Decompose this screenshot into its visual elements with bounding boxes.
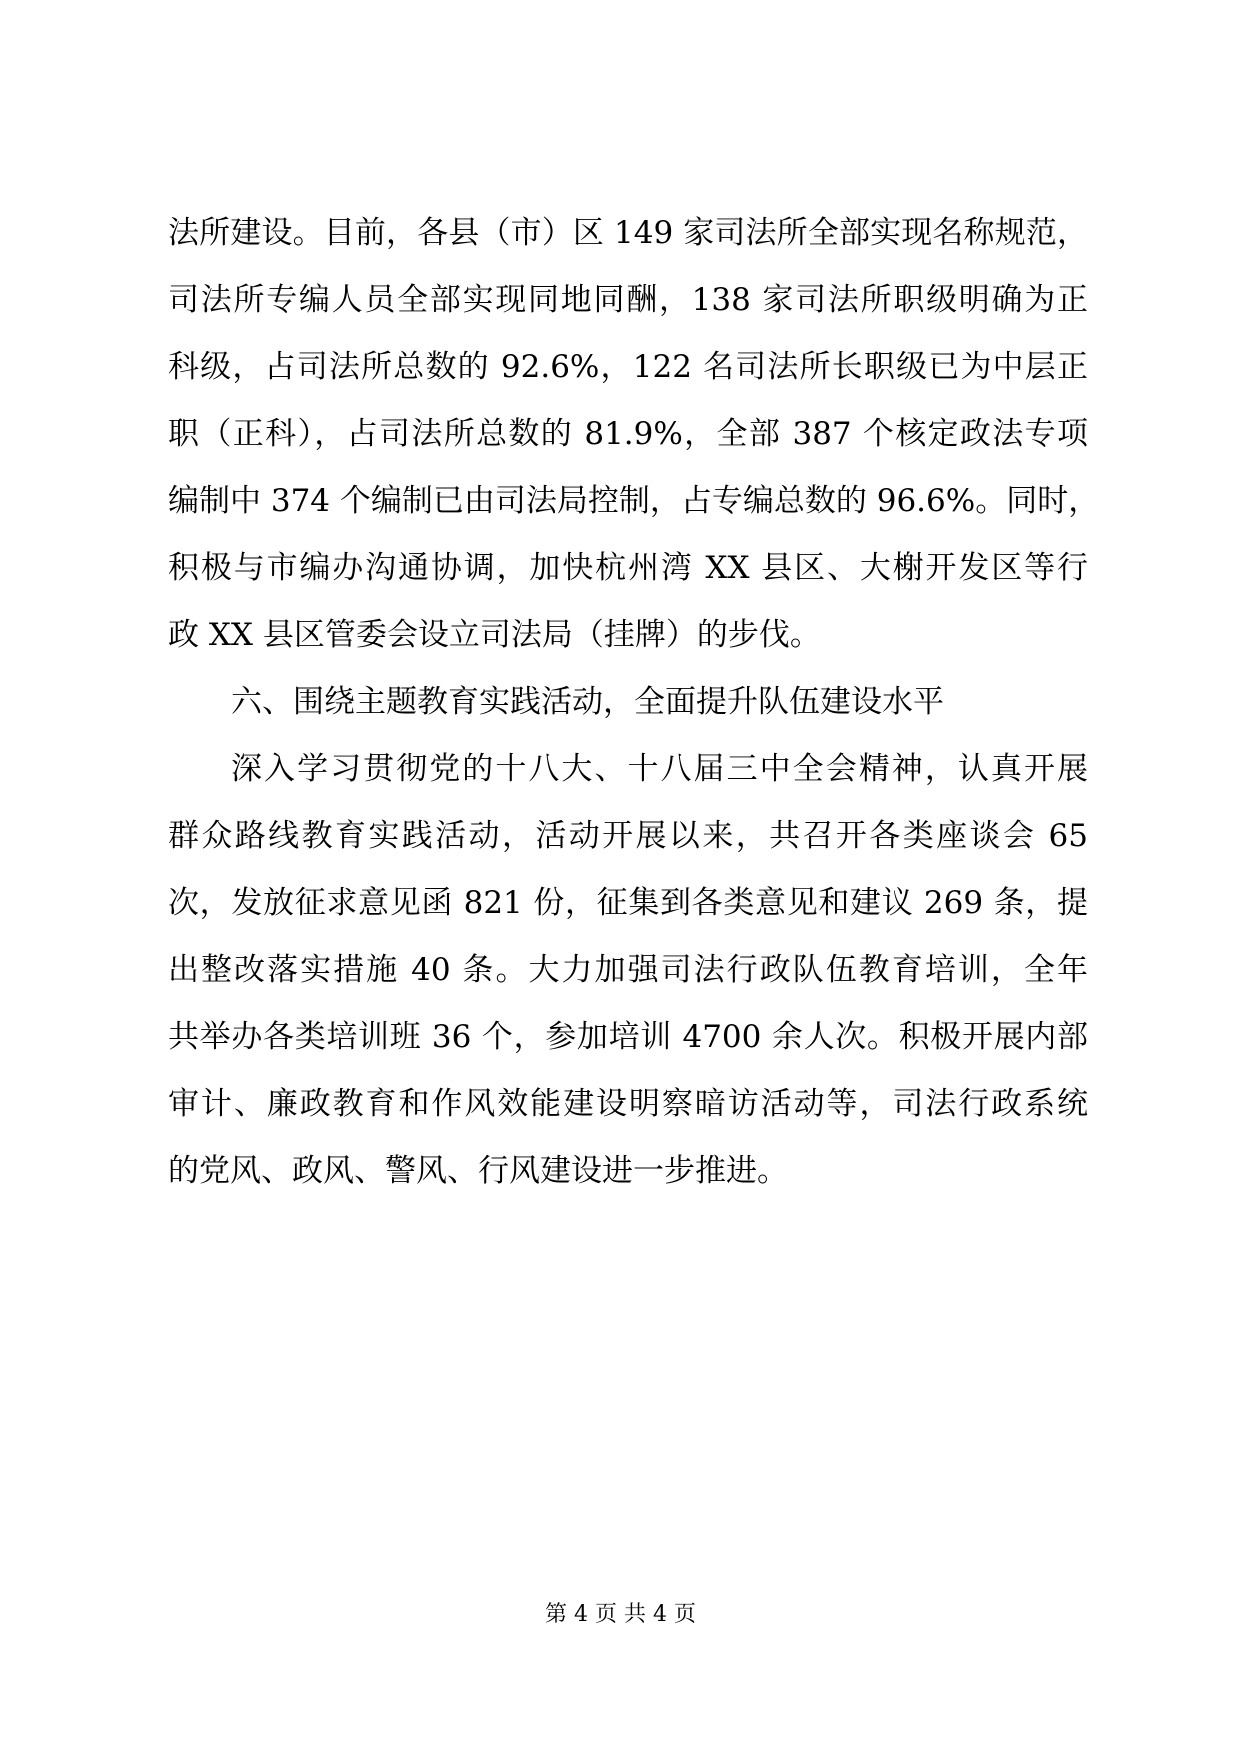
text-line: 法所建设。目前，各县（市）区 149 家司法所全部实现名称规范， [168,215,1088,251]
page-footer [0,1600,1241,1630]
section-heading [168,669,1088,736]
text-line: 职（正科），占司法所总数的 81.9%，全部 387 个核定政法专项 [168,416,1088,452]
text-line: 次，发放征求意见函 821 份，征集到各类意见和建议 269 条，提 [168,885,1088,921]
text-line: 审计、廉政教育和作风效能建设明察暗访活动等，司法行政系统 [168,1086,1088,1122]
text-line: 的党风、政风、警风、行风建设进一步推进。 [168,1153,788,1189]
text-line: 群众路线教育实践活动，活动开展以来，共召开各类座谈会 65 [168,818,1088,854]
page-number: 第 4 页 共 4 页 [545,1602,696,1627]
paragraph [168,200,1100,669]
text-line: 出整改落实措施 40 条。大力加强司法行政队伍教育培训，全年 [168,952,1088,988]
text-line: 科级，占司法所总数的 92.6%，122 名司法所长职级已为中层正 [168,349,1088,385]
body-text [168,200,1100,1205]
text-line: 共举办各类培训班 36 个，参加培训 4700 余人次。积极开展内部 [168,1019,1088,1055]
text-line: 六、围绕主题教育实践活动，全面提升队伍建设水平 [231,684,944,720]
text-line: 司法所专编人员全部实现同地同酬，138 家司法所职级明确为正 [168,282,1088,318]
paragraph [168,736,1088,1205]
text-line: 积极与市编办沟通协调，加快杭州湾 XX 县区、大榭开发区等行 [168,550,1088,586]
text-line: 深入学习贯彻党的十八大、十八届三中全会精神，认真开展 [231,751,1088,787]
text-line: 编制中 374 个编制已由司法局控制，占专编总数的 96.6%。同时， [168,483,1100,519]
text-line: 政 XX 县区管委会设立司法局（挂牌）的步伐。 [168,617,821,653]
